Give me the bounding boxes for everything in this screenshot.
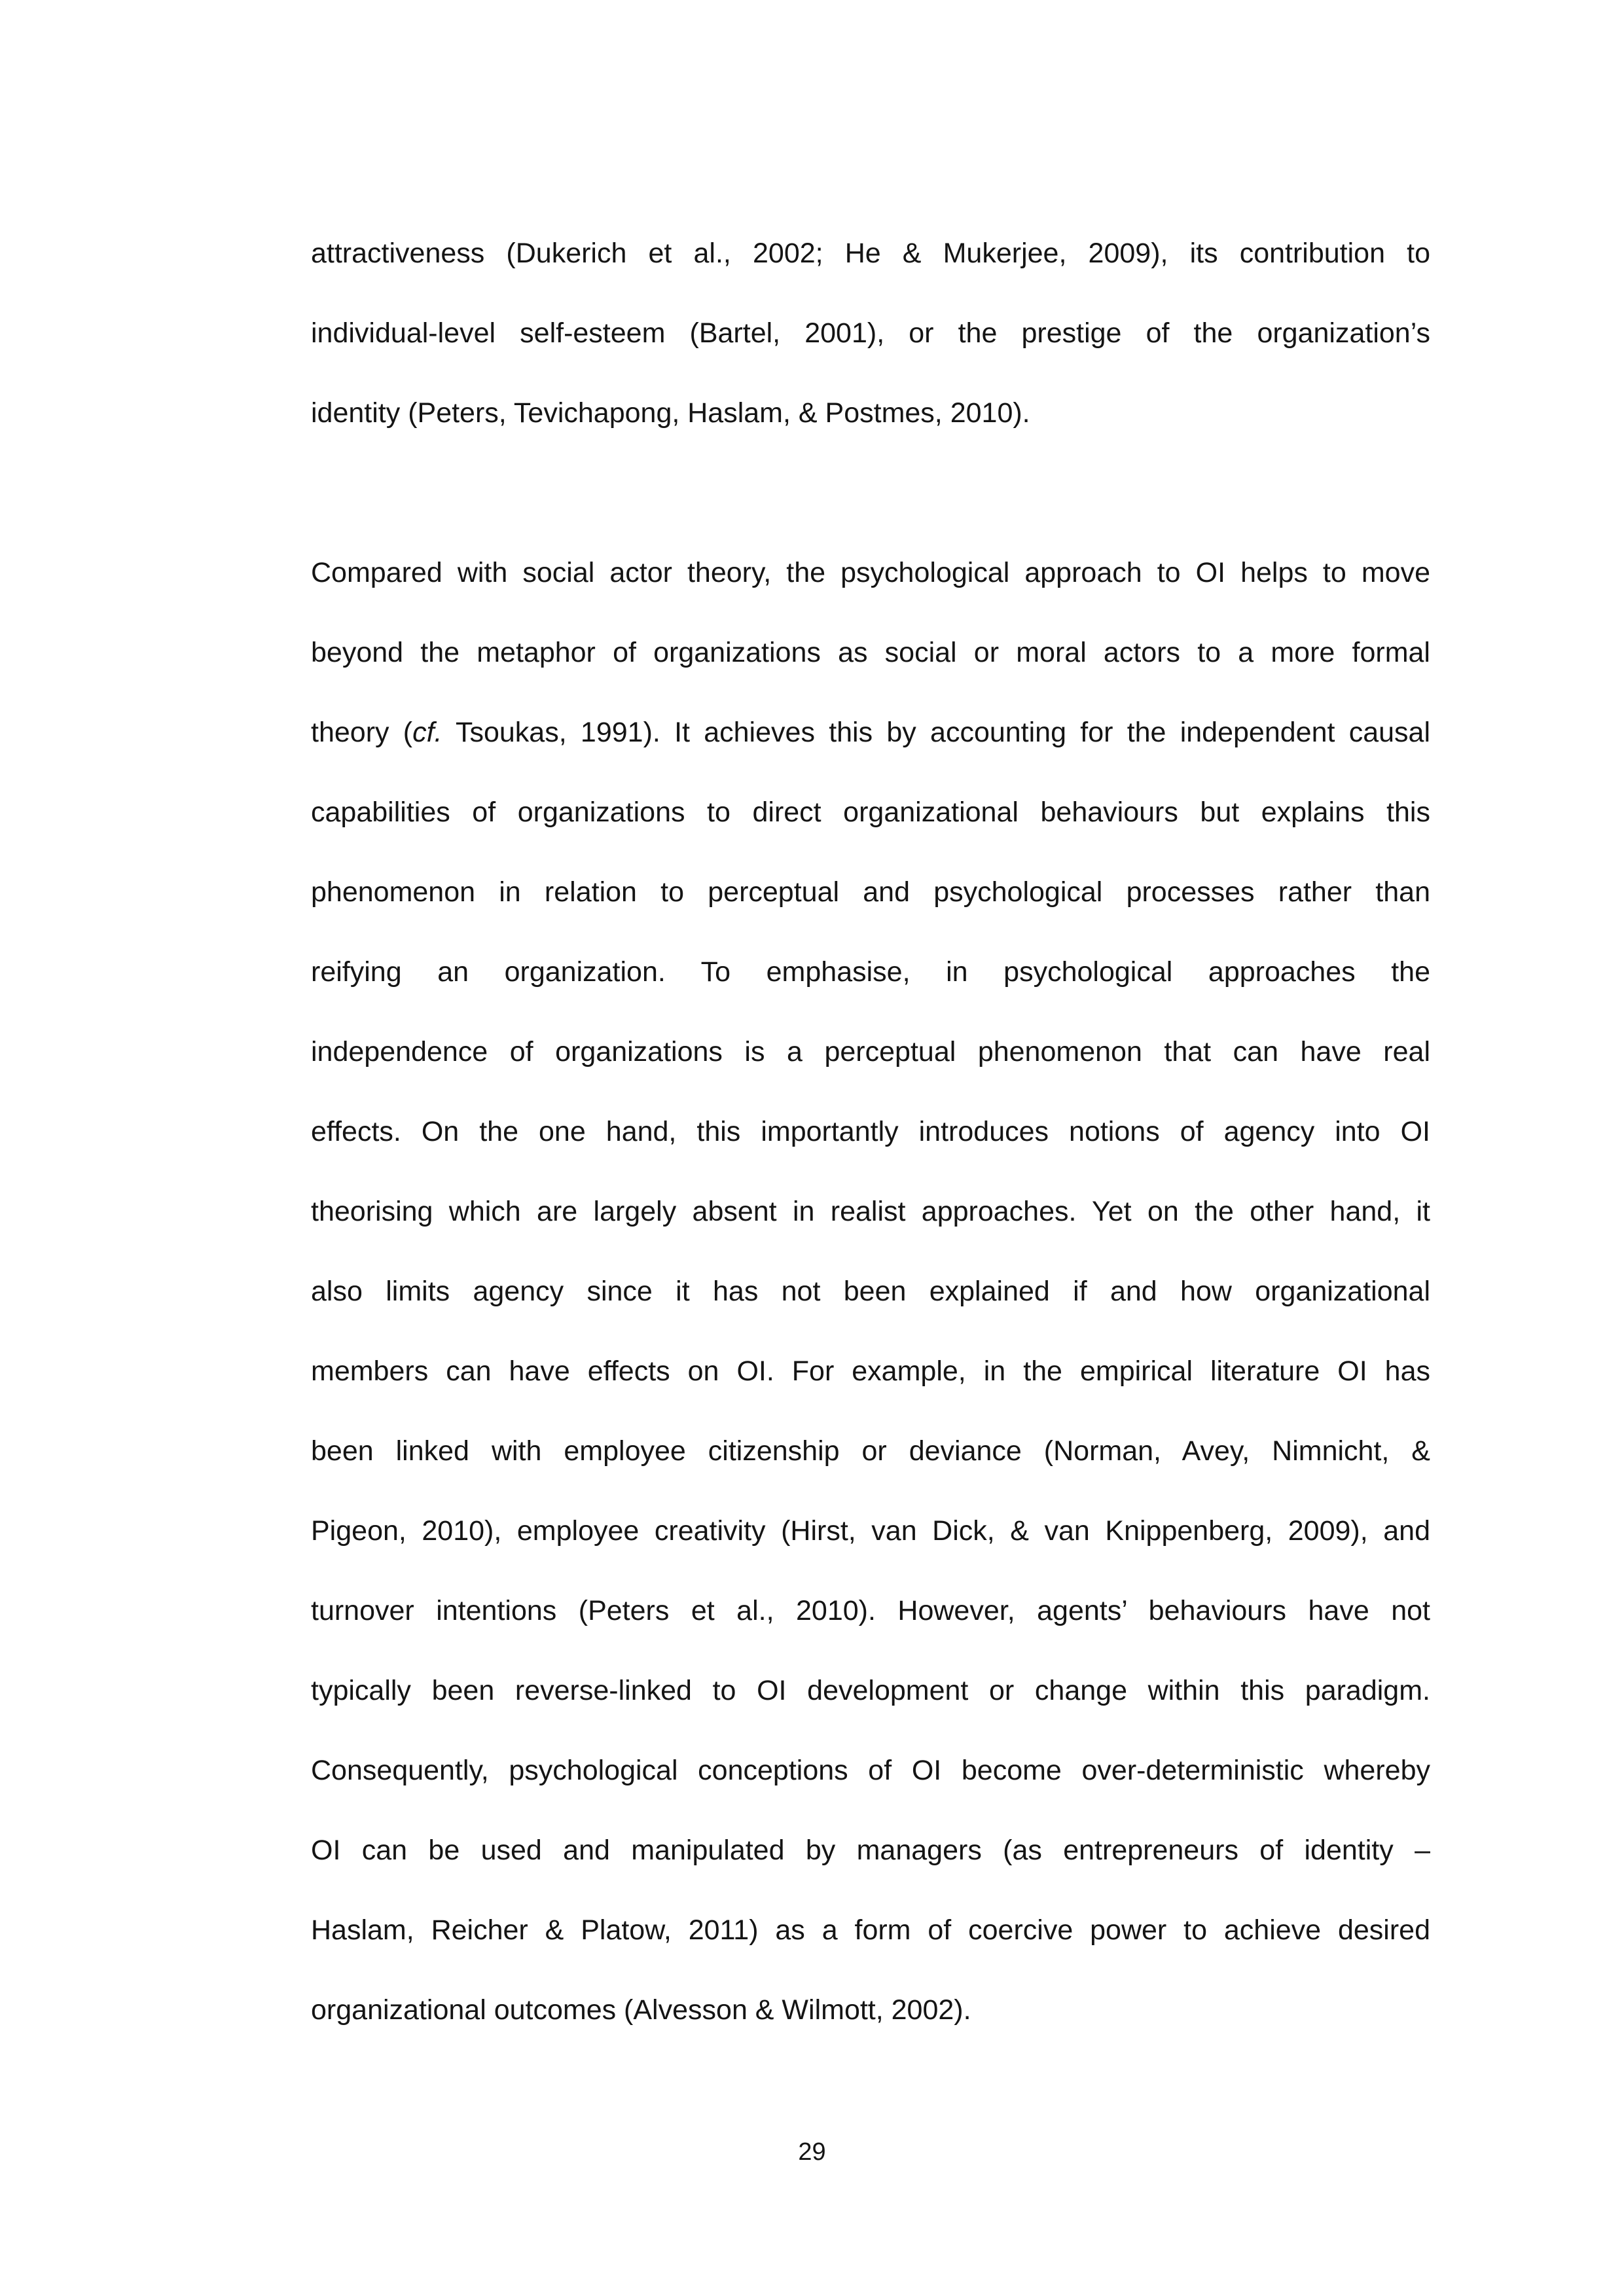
text-line: organizational outcomes (Alvesson & Wilmott, 2002). — [311, 1994, 971, 2026]
paragraph-1 — [311, 213, 1430, 453]
text-run: Tsoukas, 1991). It achieves this by accounting for the independent causal — [442, 717, 1430, 748]
text-line: turnover intentions (Peters et al., 2010). However, agents’ behaviours have not — [311, 1595, 1430, 1626]
text-line: Pigeon, 2010), employee creativity (Hirst, van Dick, & van Knippenberg, 2009), and — [311, 1515, 1430, 1547]
text-line: identity (Peters, Tevichapong, Haslam, & Postmes, 2010). — [311, 397, 1030, 429]
text-line: Haslam, Reicher & Platow, 2011) as a form of coercive power to achieve desired — [311, 1914, 1430, 1946]
text-line: reifying an organization. To emphasise, in psychological approaches the — [311, 956, 1430, 988]
text-line: beyond the metaphor of organizations as social or moral actors to a more formal — [311, 637, 1430, 668]
page-number: 29 — [798, 2138, 826, 2166]
text-line-with-italic — [311, 692, 1430, 772]
text-line: OI can be used and manipulated by managers (as entrepreneurs of identity – — [311, 1835, 1430, 1866]
text-line: phenomenon in relation to perceptual and psychological processes rather than — [311, 876, 1430, 908]
text-line: members can have effects on OI. For example, in the empirical literature OI has — [311, 1355, 1430, 1387]
text-line: effects. On the one hand, this importantly introduces notions of agency into OI — [311, 1116, 1430, 1147]
text-line: Consequently, psychological conceptions of OI become over-deterministic whereby — [311, 1755, 1430, 1786]
text-line: capabilities of organizations to direct organizational behaviours but explains this — [311, 797, 1430, 828]
text-line: independence of organizations is a perceptual phenomenon that can have real — [311, 1036, 1430, 1067]
text-line: Compared with social actor theory, the psychological approach to OI helps to move — [311, 557, 1430, 588]
italic-term: cf. — [412, 717, 442, 748]
text-line: typically been reverse-linked to OI development or change within this paradigm. — [311, 1675, 1430, 1706]
text-run: theory ( — [311, 717, 413, 748]
text-line: attractiveness (Dukerich et al., 2002; He & Mukerjee, 2009), its contribution to — [311, 238, 1430, 269]
text-line: theorising which are largely absent in realist approaches. Yet on the other hand, it — [311, 1196, 1430, 1227]
text-line: individual-level self-esteem (Bartel, 2001), or the prestige of the organization’s — [311, 317, 1430, 349]
text-line: been linked with employee citizenship or deviance (Norman, Avey, Nimnicht, & — [311, 1435, 1430, 1467]
paragraph-2 — [311, 533, 1430, 2050]
text-line: also limits agency since it has not been explained if and how organizational — [311, 1276, 1430, 1307]
